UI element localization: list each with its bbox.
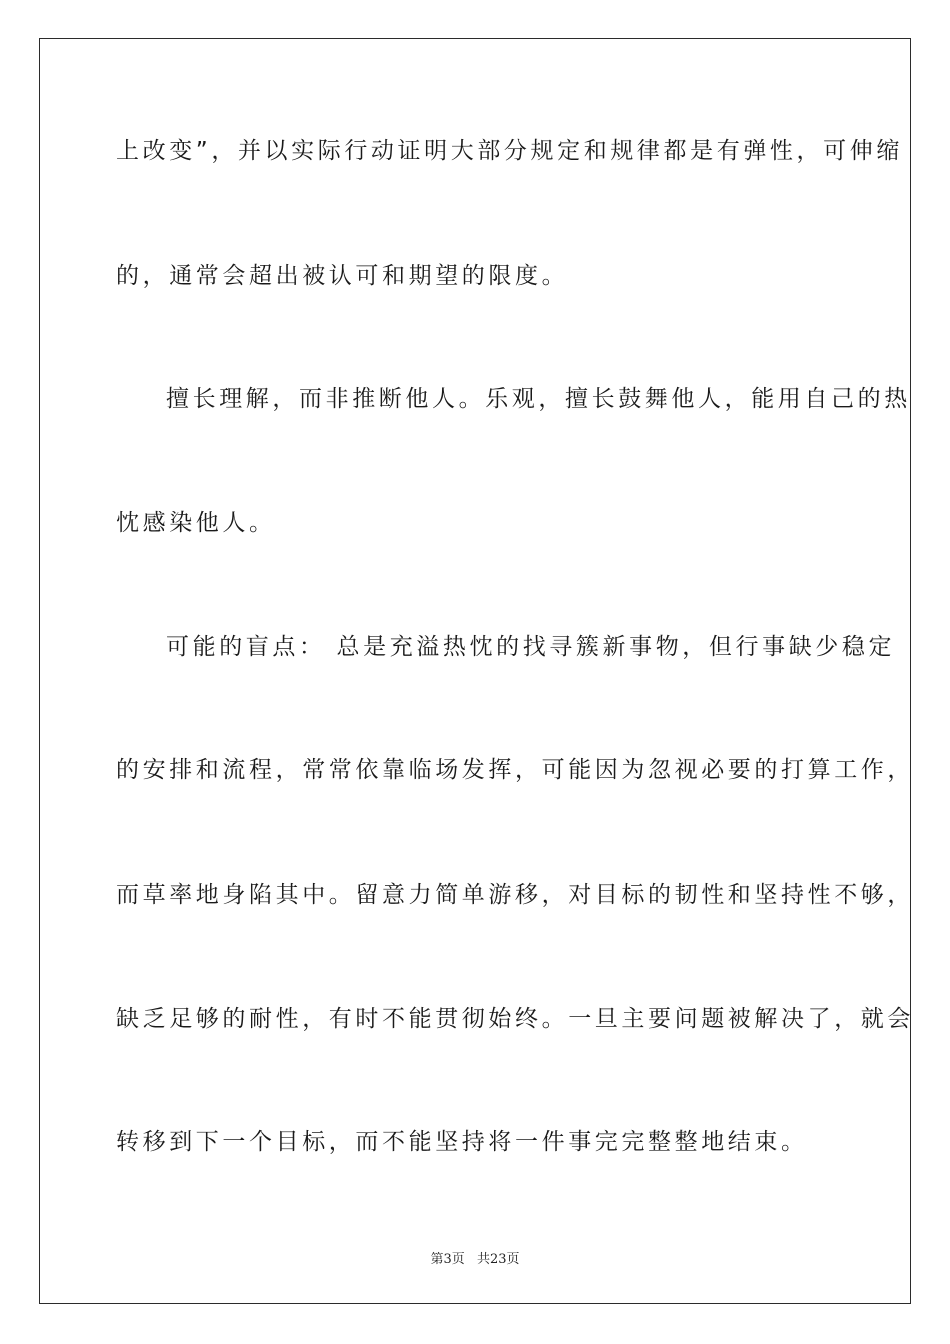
text-line-8: 缺乏足够的耐性，有时不能贯彻始终。一旦主要问题被解决了，就会	[116, 1006, 914, 1032]
text-line-9: 转移到下一个目标，而不能坚持将一件事完完整整地结束。	[116, 1129, 808, 1155]
text-line-6: 的安排和流程，常常依靠临场发挥，可能因为忽视必要的打算工作，	[116, 757, 914, 783]
text-line-3: 擅长理解，而非推断他人。乐观，擅长鼓舞他人，能用自己的热	[166, 386, 911, 412]
text-line-7: 而草率地身陷其中。留意力简单游移，对目标的韧性和坚持性不够，	[116, 882, 914, 908]
text-line-4: 忱感染他人。	[116, 510, 276, 536]
page-border	[39, 38, 914, 1304]
page-number-total: 共23页	[476, 1252, 520, 1267]
page-number-current: 第3页	[430, 1252, 465, 1267]
text-line-5: 可能的盲点： 总是充溢热忱的找寻簇新事物，但行事缺少稳定	[166, 634, 896, 660]
text-line-1: 上改变”，并以实际行动证明大部分规定和规律都是有弹性，可伸缩	[116, 138, 903, 164]
page-footer	[0, 1248, 950, 1267]
text-line-2: 的，通常会超出被认可和期望的限度。	[116, 263, 569, 289]
